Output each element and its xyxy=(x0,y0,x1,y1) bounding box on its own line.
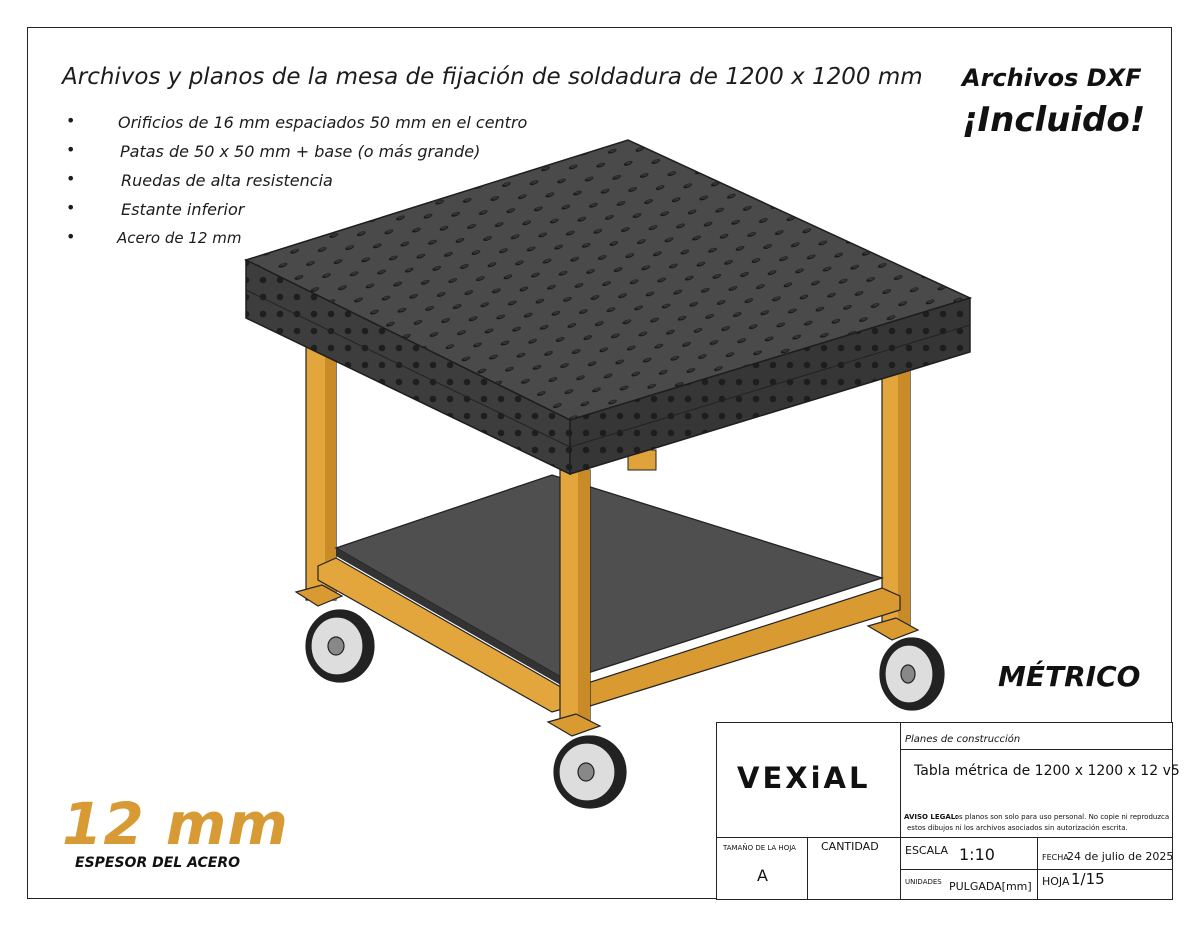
bullet-icon: • xyxy=(66,111,76,130)
feature-text: Orificios de 16 mm espaciados 50 mm en el centro xyxy=(118,113,528,132)
date-value: 24 de julio de 2025 xyxy=(1067,850,1174,863)
welding-table-illustration xyxy=(240,135,980,815)
scale-value: 1:10 xyxy=(959,845,995,864)
bullet-icon: • xyxy=(66,140,76,159)
dxf-files-label: Archivos DXF xyxy=(962,64,1142,92)
sheet-value: 1/15 xyxy=(1071,870,1105,888)
feature-text: Ruedas de alta resistencia xyxy=(121,171,333,190)
lower-shelf xyxy=(336,475,882,680)
included-label: ¡Incluido! xyxy=(962,100,1146,140)
legal-text: estos dibujos ni los archivos asociados sin autorización escrita. xyxy=(907,824,1128,832)
divider xyxy=(807,837,808,899)
date-label: FECHA xyxy=(1042,853,1069,862)
steel-thickness-value: 12 mm xyxy=(62,790,289,858)
feature-text: Estante inferior xyxy=(121,200,245,219)
divider xyxy=(900,869,1172,870)
sheet-label: HOJA xyxy=(1042,875,1070,888)
caster-wheel xyxy=(548,714,626,808)
bullet-icon: • xyxy=(66,198,76,217)
legal-label: AVISO LEGAL: xyxy=(904,813,959,821)
feature-text: Acero de 12 mm xyxy=(117,229,242,247)
sheet-size-label: TAMAÑO DE LA HOJA xyxy=(723,844,796,852)
divider xyxy=(900,749,1172,750)
bullet-icon: • xyxy=(66,169,76,188)
units-value: PULGADA[mm] xyxy=(949,880,1032,893)
title-block xyxy=(716,722,1180,900)
vexial-logo: VEXiAL xyxy=(737,761,871,795)
feature-text: Patas de 50 x 50 mm + base (o más grande) xyxy=(120,142,481,161)
drawing-title: Tabla métrica de 1200 x 1200 x 12 v5 xyxy=(914,763,1180,779)
sheet-size-value: A xyxy=(757,866,768,885)
divider xyxy=(1037,837,1038,899)
divider xyxy=(717,837,1172,838)
metric-label: MÉTRICO xyxy=(998,660,1141,693)
quantity-label: CANTIDAD xyxy=(821,840,879,853)
page-title: Archivos y planos de la mesa de fijación de soldadura de 1200 x 1200 mm xyxy=(62,64,923,90)
legal-text: Los planos son solo para uso personal. No copie ni reproduzca xyxy=(951,813,1170,821)
bullet-icon: • xyxy=(66,227,76,246)
steel-thickness-caption: ESPESOR DEL ACERO xyxy=(75,855,241,871)
scale-label: ESCALA xyxy=(905,844,949,857)
units-label: UNIDADES xyxy=(905,878,942,886)
caster-wheel xyxy=(868,618,944,710)
section-label: Planes de construcción xyxy=(905,734,1021,745)
